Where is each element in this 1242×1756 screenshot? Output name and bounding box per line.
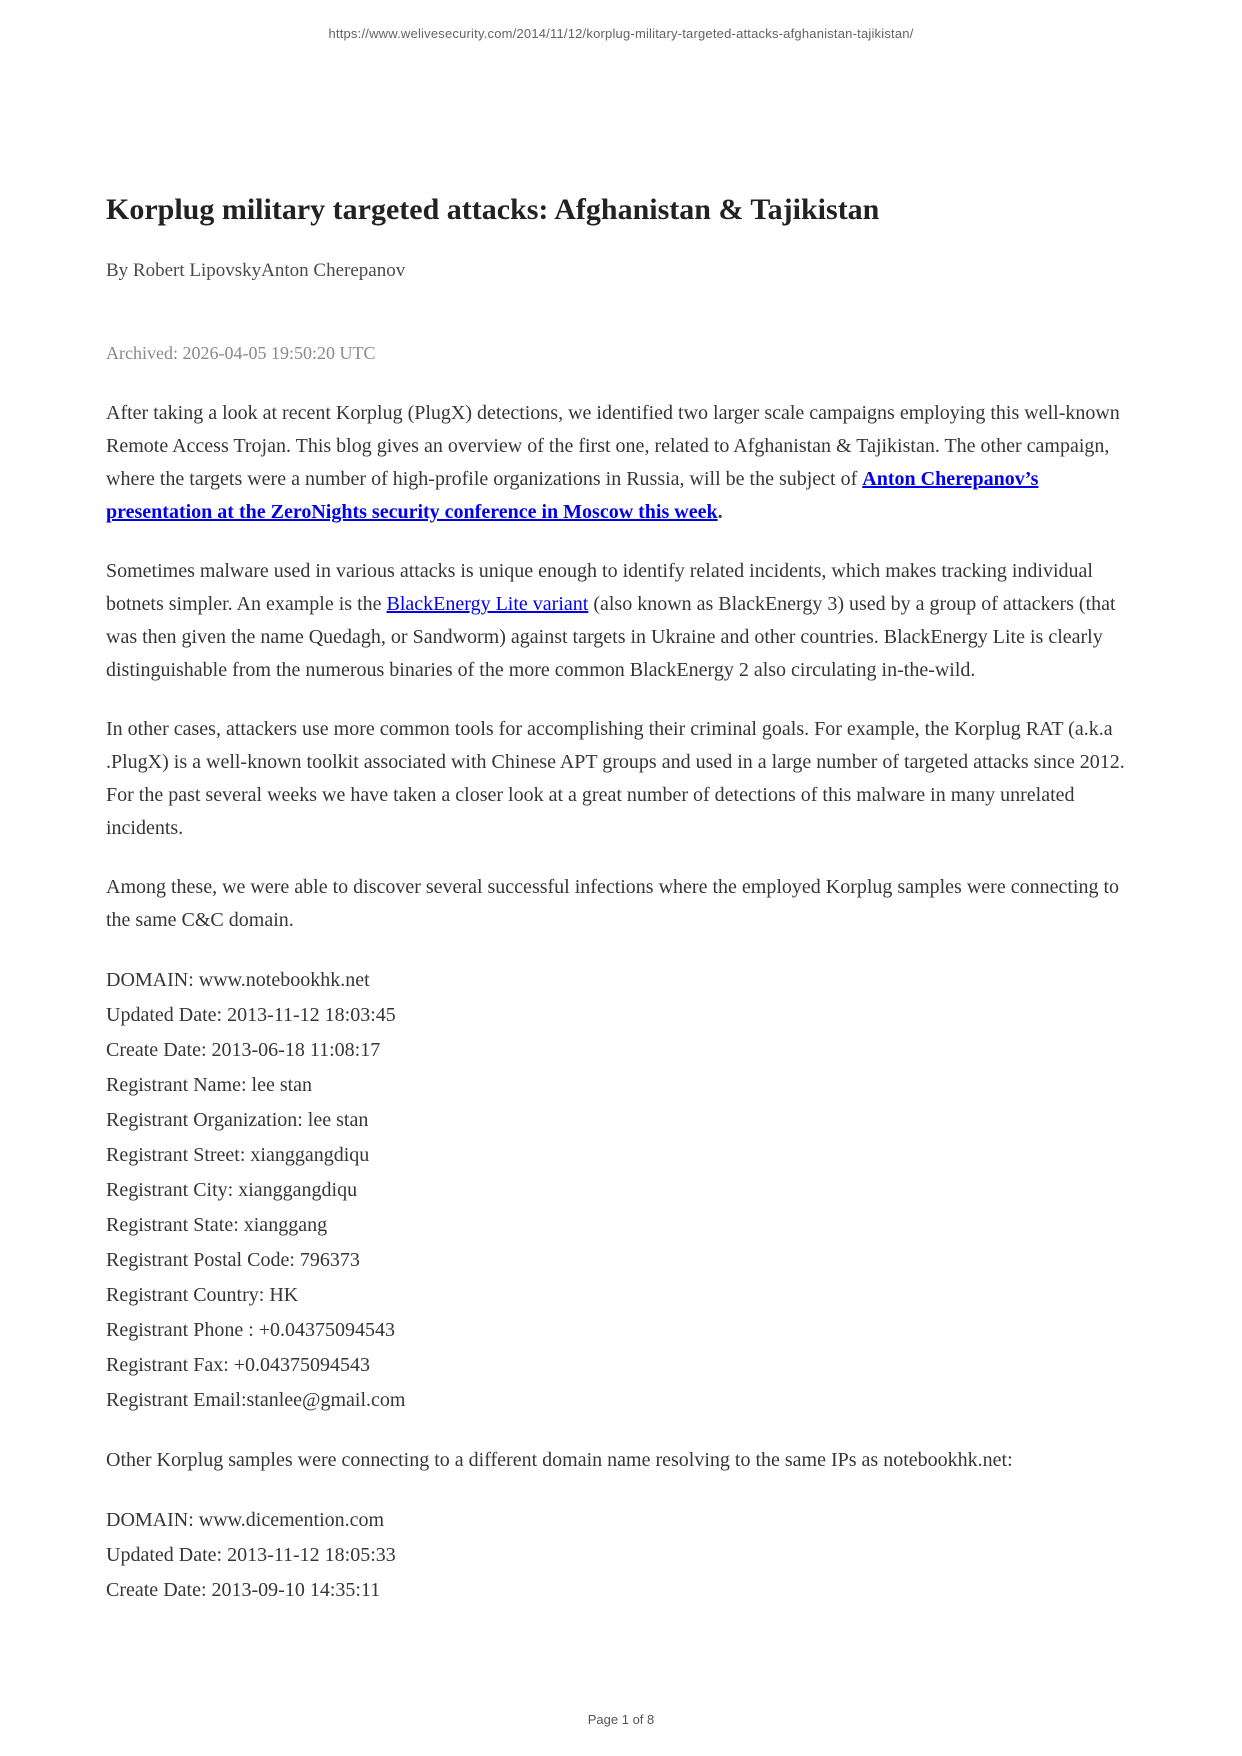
paragraph-blackenergy-text-before: Sometimes malware used in various attacks is unique enough to identify related incidents, which makes tracking individual botnets simpler. An example is the <box>106 560 1093 615</box>
page-number: Page 1 of 8 <box>587 1712 655 1727</box>
print-header-url: https://www.welivesecurity.com/2014/11/12/korplug-military-targeted-attacks-afghanistan-tajikistan/ <box>328 26 914 41</box>
paragraph-cc-domain: Among these, we were able to discover several successful infections where the employed Korplug samples were connecting to the same C&C domain. <box>106 876 1119 931</box>
paragraph-blackenergy-text-after: (also known as BlackEnergy 3) used by a group of attackers (that was then given the name Quedagh, or Sandworm) against targets in Ukraine and other countries. BlackEnergy Lite is clearly distinguishable from the numerous binaries of the more common BlackEnergy 2 also circulating in-the-wild. <box>106 593 1116 681</box>
whois-line: Registrant Email:stanlee@gmail.com <box>106 1389 406 1411</box>
paragraph-intro-period: . <box>717 501 723 523</box>
whois-line: Registrant Organization: lee stan <box>106 1109 369 1131</box>
paragraph-intro-text: After taking a look at recent Korplug (PlugX) detections, we identified two larger scale campaigns employing this well-known Remote Access Trojan. This blog gives an overview of the first one, related to Afghanistan & Tajikistan. The other campaign, where the targets were a number of high-profile organizations in Russia, will be the subject of <box>106 402 1120 490</box>
whois-block-dicemention <box>106 1503 1136 1608</box>
blackenergy-lite-variant-link[interactable]: BlackEnergy Lite variant <box>386 593 589 615</box>
whois-line: Registrant Fax: +0.04375094543 <box>106 1354 371 1376</box>
whois-line: Updated Date: 2013-11-12 18:03:45 <box>106 1004 396 1026</box>
byline: By Robert LipovskyAnton Cherepanov <box>106 260 406 281</box>
paragraph-other-samples: Other Korplug samples were connecting to a different domain name resolving to the same IPs as notebookhk.net: <box>106 1449 1013 1471</box>
paragraph-blackenergy <box>106 555 1136 687</box>
whois-line: Updated Date: 2013-11-12 18:05:33 <box>106 1544 396 1566</box>
paragraph-korplug-rat: In other cases, attackers use more common tools for accomplishing their criminal goals. For example, the Korplug RAT (a.k.a .PlugX) is a well-known toolkit associated with Chinese APT groups and used in a large number of targeted attacks since 2012. For the past several weeks we have taken a closer look at a great number of detections of this malware in many unrelated incidents. <box>106 718 1125 839</box>
page-title: Korplug military targeted attacks: Afghanistan & Tajikistan <box>106 193 880 226</box>
whois-line: Registrant Phone : +0.04375094543 <box>106 1319 396 1341</box>
whois-line: Registrant Name: lee stan <box>106 1074 313 1096</box>
whois-line: DOMAIN: www.notebookhk.net <box>106 969 370 991</box>
whois-line: Registrant Street: xianggangdiqu <box>106 1144 370 1166</box>
whois-line: Create Date: 2013-09-10 14:35:11 <box>106 1579 381 1601</box>
whois-line: Registrant City: xianggangdiqu <box>106 1179 358 1201</box>
archived-timestamp: Archived: 2026-04-05 19:50:20 UTC <box>106 343 376 363</box>
whois-line: Registrant Postal Code: 796373 <box>106 1249 360 1271</box>
whois-line: DOMAIN: www.dicemention.com <box>106 1509 385 1531</box>
whois-line: Registrant Country: HK <box>106 1284 299 1306</box>
whois-line: Create Date: 2013-06-18 11:08:17 <box>106 1039 381 1061</box>
whois-line: Registrant State: xianggang <box>106 1214 328 1236</box>
whois-block-notebookhk <box>106 963 1136 1418</box>
zeronights-presentation-link[interactable]: Anton Cherepanov’s presentation at the ZeroNights security conference in Moscow this week <box>106 468 1039 523</box>
paragraph-intro <box>106 397 1136 529</box>
